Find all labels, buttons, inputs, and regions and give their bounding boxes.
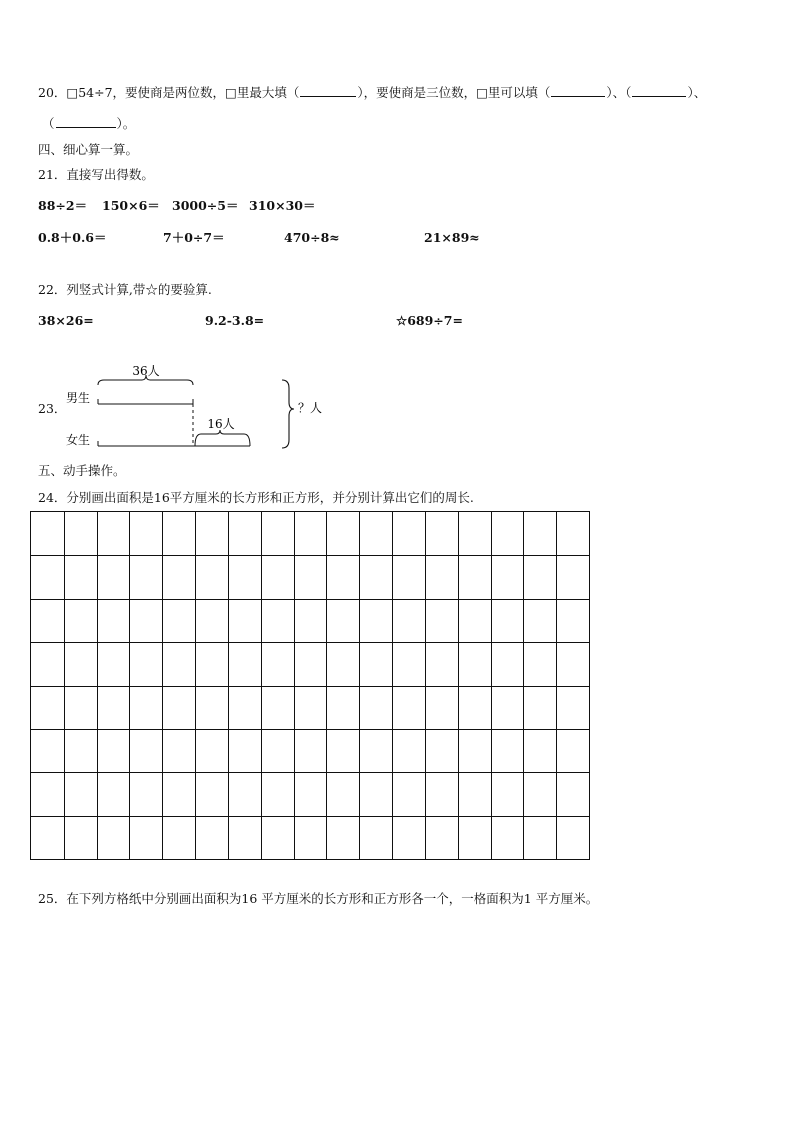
q20-mid: ），要使商是三位数，□里可以填（ <box>357 85 551 100</box>
answer-blank-1[interactable] <box>300 84 356 97</box>
q21-row2-item-4: 21×89≈ <box>424 230 480 245</box>
q21-row2-item-1: 0.8＋0.6＝ <box>38 230 107 245</box>
boys-brace <box>98 375 193 385</box>
question-24-title: 24．分别画出面积是16平方厘米的长方形和正方形，并分别计算出它们的周长. <box>38 490 474 505</box>
q21-row1-item-2: 150×6＝ <box>102 198 160 213</box>
section-5-title: 五、动手操作。 <box>38 463 126 478</box>
question-25-title: 25．在下列方格纸中分别画出面积为16 平方厘米的长方形和正方形各一个，一格面积为1 平方厘米。 <box>38 891 599 906</box>
boys-label: 男生 <box>66 391 91 405</box>
q22-item-2: 9.2-3.8= <box>205 313 265 328</box>
question-23-number: 23． <box>38 401 67 416</box>
grid-row-line <box>31 686 589 687</box>
q20-sep1: ）、（ <box>606 85 632 100</box>
difference-label: 16人 <box>207 417 235 431</box>
q22-item-3: ☆689÷7= <box>396 313 463 328</box>
drawing-grid[interactable] <box>30 511 590 860</box>
q21-row2-item-3: 470÷8≈ <box>284 230 340 245</box>
q22-item-1: 38×26= <box>38 313 94 328</box>
grid-row-line <box>31 772 589 773</box>
grid-row-line <box>31 555 589 556</box>
question-20-line-1 <box>38 84 706 101</box>
section-4-title: 四、细心算一算。 <box>38 142 139 157</box>
grid-row-line <box>31 599 589 600</box>
q21-row1-item-3: 3000÷5＝ <box>172 198 239 213</box>
question-22-title: 22．列竖式计算,带☆的要验算. <box>38 282 212 297</box>
difference-brace <box>195 430 250 446</box>
q20-prefix: 20．□54÷7，要使商是两位数，□里最大填（ <box>38 85 300 100</box>
q21-row1-item-1: 88÷2＝ <box>38 198 88 213</box>
q21-row1-item-4: 310×30＝ <box>249 198 316 213</box>
total-label: ？人 <box>298 401 323 415</box>
question-20-line-2 <box>42 115 135 132</box>
answer-blank-2[interactable] <box>551 84 605 97</box>
grid-row-line <box>31 729 589 730</box>
grid-row-line <box>31 816 589 817</box>
answer-blank-4[interactable] <box>56 115 116 128</box>
q20-line2-open: （ <box>42 116 55 131</box>
total-brace <box>282 380 294 448</box>
grid-row-line <box>31 642 589 643</box>
question-21-title: 21．直接写出得数。 <box>38 167 154 182</box>
answer-blank-3[interactable] <box>632 84 686 97</box>
q20-line2-close: ）。 <box>116 116 136 131</box>
boys-count-label: 36人 <box>132 364 160 378</box>
segment-diagram <box>60 360 340 456</box>
q21-row2-item-2: 7＋0÷7＝ <box>163 230 225 245</box>
girls-label: 女生 <box>66 433 91 447</box>
q20-sep2: ）、 <box>687 85 707 100</box>
